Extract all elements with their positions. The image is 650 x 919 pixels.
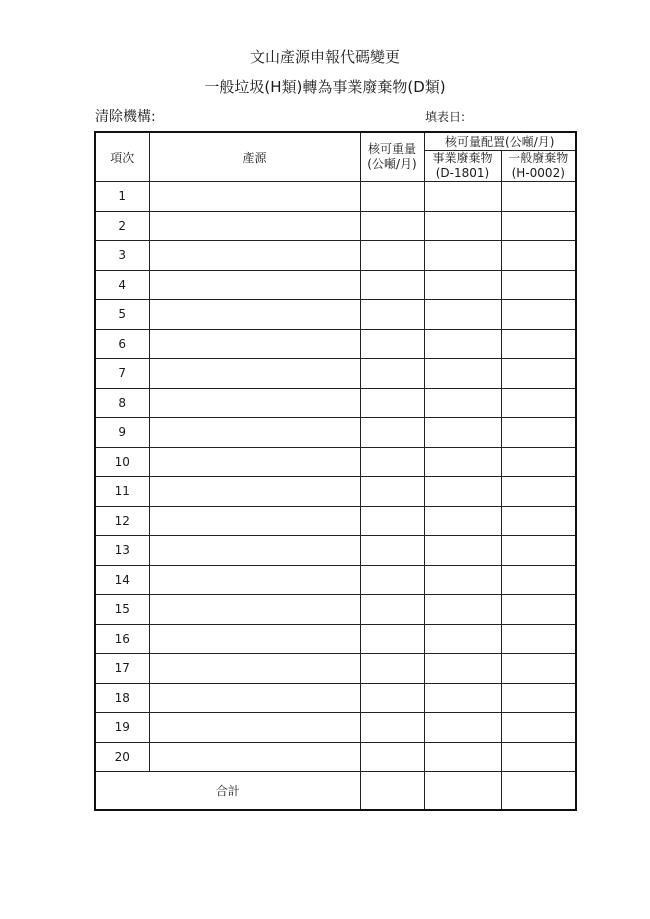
business-cell[interactable] [424,359,501,389]
source-cell[interactable] [149,477,360,507]
general-cell[interactable] [501,742,576,772]
source-cell[interactable] [149,713,360,743]
weight-cell[interactable] [360,241,424,271]
declaration-table [94,131,577,811]
table-row [95,418,576,448]
general-cell[interactable] [501,506,576,536]
row-index: 16 [95,624,149,654]
weight-cell[interactable] [360,300,424,330]
row-index: 7 [95,359,149,389]
business-cell[interactable] [424,713,501,743]
table-row [95,241,576,271]
source-cell[interactable] [149,624,360,654]
general-cell[interactable] [501,536,576,566]
table-row [95,477,576,507]
source-cell[interactable] [149,359,360,389]
business-cell[interactable] [424,477,501,507]
header-general-line2: (H-0002) [511,166,565,180]
weight-cell[interactable] [360,536,424,566]
source-cell[interactable] [149,241,360,271]
general-cell[interactable] [501,624,576,654]
business-cell[interactable] [424,536,501,566]
business-cell[interactable] [424,211,501,241]
header-index: 項次 [95,132,149,182]
source-cell[interactable] [149,595,360,625]
weight-cell[interactable] [360,182,424,212]
weight-cell[interactable] [360,506,424,536]
table-row [95,388,576,418]
row-index: 9 [95,418,149,448]
source-cell[interactable] [149,300,360,330]
weight-cell[interactable] [360,713,424,743]
general-cell[interactable] [501,300,576,330]
row-index: 11 [95,477,149,507]
table-row [95,595,576,625]
business-cell[interactable] [424,418,501,448]
table-row [95,211,576,241]
total-business-cell[interactable] [424,772,501,810]
weight-cell[interactable] [360,329,424,359]
row-index: 19 [95,713,149,743]
weight-cell[interactable] [360,683,424,713]
business-cell[interactable] [424,388,501,418]
weight-cell[interactable] [360,359,424,389]
table-row [95,565,576,595]
source-cell[interactable] [149,742,360,772]
row-index: 12 [95,506,149,536]
form-subtitle: 一般垃圾(H類)轉為事業廢棄物(D類) [204,78,446,96]
header-general-waste [501,151,576,182]
general-cell[interactable] [501,388,576,418]
source-cell[interactable] [149,211,360,241]
business-cell[interactable] [424,565,501,595]
business-cell[interactable] [424,447,501,477]
business-cell[interactable] [424,683,501,713]
general-cell[interactable] [501,182,576,212]
row-index: 5 [95,300,149,330]
header-allocation: 核可量配置(公噸/月) [424,132,576,151]
general-cell[interactable] [501,211,576,241]
weight-cell[interactable] [360,388,424,418]
business-cell[interactable] [424,329,501,359]
business-cell[interactable] [424,270,501,300]
weight-cell[interactable] [360,270,424,300]
weight-cell[interactable] [360,418,424,448]
weight-cell[interactable] [360,565,424,595]
general-cell[interactable] [501,447,576,477]
table-row [95,742,576,772]
weight-cell[interactable] [360,447,424,477]
header-business-waste [424,151,501,182]
business-cell[interactable] [424,241,501,271]
total-row [95,772,576,810]
table-row [95,624,576,654]
table-row [95,447,576,477]
weight-cell[interactable] [360,742,424,772]
source-cell[interactable] [149,654,360,684]
row-index: 17 [95,654,149,684]
business-cell[interactable] [424,182,501,212]
header-approved-weight [360,132,424,182]
source-cell[interactable] [149,565,360,595]
row-index: 13 [95,536,149,566]
general-cell[interactable] [501,565,576,595]
header-weight-line1: 核可重量 [367,142,416,156]
general-cell[interactable] [501,359,576,389]
fill-date-label: 填表日: [425,110,466,124]
table-row [95,683,576,713]
table-row [95,300,576,330]
row-index: 2 [95,211,149,241]
source-cell[interactable] [149,418,360,448]
header-source: 產源 [149,132,360,182]
row-index: 3 [95,241,149,271]
table-row [95,270,576,300]
business-cell[interactable] [424,595,501,625]
row-index: 1 [95,182,149,212]
source-cell[interactable] [149,683,360,713]
weight-cell[interactable] [360,624,424,654]
table-row [95,506,576,536]
business-cell[interactable] [424,506,501,536]
header-business-line1: 事業廢棄物 [432,151,493,165]
source-cell[interactable] [149,329,360,359]
business-cell[interactable] [424,654,501,684]
org-label: 清除機構: [95,109,156,125]
general-cell[interactable] [501,270,576,300]
general-cell[interactable] [501,329,576,359]
table-row [95,713,576,743]
business-cell[interactable] [424,300,501,330]
business-cell[interactable] [424,742,501,772]
source-cell[interactable] [149,270,360,300]
general-cell[interactable] [501,241,576,271]
row-index: 15 [95,595,149,625]
row-index: 10 [95,447,149,477]
source-cell[interactable] [149,182,360,212]
row-index: 20 [95,742,149,772]
table-row [95,654,576,684]
table-row [95,359,576,389]
header-weight-line2: (公噸/月) [367,157,417,171]
general-cell[interactable] [501,595,576,625]
general-cell[interactable] [501,418,576,448]
total-weight-cell[interactable] [360,772,424,810]
table-row [95,329,576,359]
row-index: 14 [95,565,149,595]
source-cell[interactable] [149,506,360,536]
total-general-cell[interactable] [501,772,576,810]
row-index: 4 [95,270,149,300]
general-cell[interactable] [501,654,576,684]
weight-cell[interactable] [360,211,424,241]
weight-cell[interactable] [360,477,424,507]
general-cell[interactable] [501,683,576,713]
weight-cell[interactable] [360,595,424,625]
row-index: 8 [95,388,149,418]
source-cell[interactable] [149,536,360,566]
table-row [95,536,576,566]
table-row [95,182,576,212]
total-label: 合計 [95,772,360,810]
business-cell[interactable] [424,624,501,654]
weight-cell[interactable] [360,654,424,684]
row-index: 6 [95,329,149,359]
form-title: 文山產源申報代碼變更 [249,48,400,66]
source-cell[interactable] [149,388,360,418]
row-index: 18 [95,683,149,713]
header-general-line1: 一般廢棄物 [508,151,569,165]
general-cell[interactable] [501,477,576,507]
source-cell[interactable] [149,447,360,477]
general-cell[interactable] [501,713,576,743]
header-business-line2: (D-1801) [435,166,490,180]
